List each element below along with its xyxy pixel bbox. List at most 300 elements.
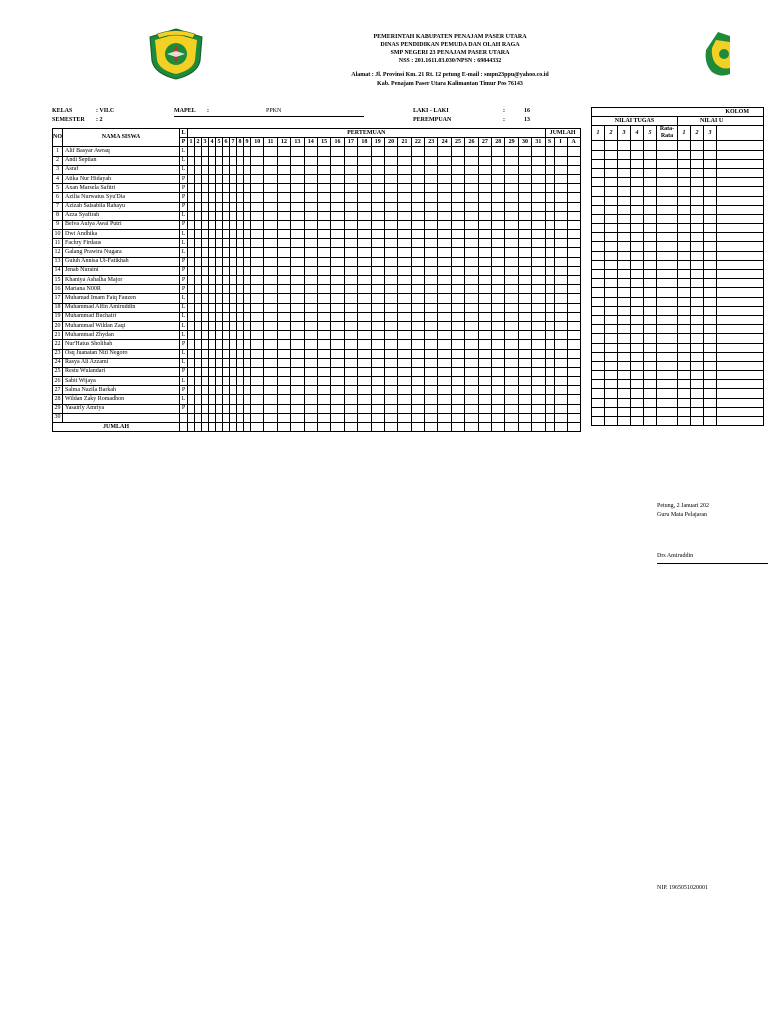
attendance-cell[interactable] [244, 404, 251, 413]
attendance-cell[interactable] [230, 331, 237, 340]
grade-cell[interactable] [618, 361, 631, 370]
attendance-cell[interactable] [331, 386, 344, 395]
attendance-cell[interactable] [478, 276, 491, 285]
attendance-cell[interactable] [209, 220, 216, 229]
attendance-cell[interactable] [223, 312, 230, 321]
attendance-cell[interactable] [358, 331, 371, 340]
attendance-cell[interactable] [411, 156, 424, 165]
sia-total-cell[interactable] [545, 367, 554, 376]
total-day-cell[interactable] [371, 423, 384, 432]
attendance-cell[interactable] [304, 312, 317, 321]
attendance-cell[interactable] [344, 404, 357, 413]
grade-cell[interactable] [678, 159, 691, 168]
attendance-cell[interactable] [188, 386, 195, 395]
attendance-cell[interactable] [230, 147, 237, 156]
grade-cell[interactable] [644, 178, 657, 187]
attendance-cell[interactable] [438, 367, 451, 376]
attendance-cell[interactable] [425, 257, 438, 266]
grade-cell[interactable] [631, 417, 644, 426]
attendance-cell[interactable] [518, 266, 531, 275]
grade-cell[interactable] [704, 178, 717, 187]
attendance-cell[interactable] [371, 377, 384, 386]
attendance-cell[interactable] [532, 230, 545, 239]
attendance-cell[interactable] [291, 404, 304, 413]
attendance-cell[interactable] [251, 184, 264, 193]
attendance-cell[interactable] [237, 211, 244, 220]
attendance-cell[interactable] [264, 165, 277, 174]
attendance-cell[interactable] [344, 147, 357, 156]
sia-total-cell[interactable] [554, 349, 567, 358]
attendance-cell[interactable] [371, 294, 384, 303]
attendance-cell[interactable] [223, 248, 230, 257]
attendance-cell[interactable] [317, 257, 330, 266]
grade-cell[interactable] [691, 389, 704, 398]
attendance-cell[interactable] [202, 321, 209, 330]
attendance-cell[interactable] [344, 377, 357, 386]
attendance-cell[interactable] [478, 193, 491, 202]
grade-cell[interactable] [631, 361, 644, 370]
attendance-cell[interactable] [411, 413, 424, 422]
attendance-cell[interactable] [264, 340, 277, 349]
attendance-cell[interactable] [304, 220, 317, 229]
attendance-cell[interactable] [451, 358, 464, 367]
attendance-cell[interactable] [465, 294, 478, 303]
attendance-cell[interactable] [195, 312, 202, 321]
attendance-cell[interactable] [478, 413, 491, 422]
grade-cell[interactable] [704, 251, 717, 260]
grade-cell[interactable] [592, 270, 605, 279]
sia-total-cell[interactable] [567, 377, 580, 386]
attendance-cell[interactable] [384, 266, 397, 275]
attendance-cell[interactable] [451, 147, 464, 156]
attendance-cell[interactable] [358, 248, 371, 257]
attendance-cell[interactable] [188, 165, 195, 174]
attendance-cell[interactable] [451, 331, 464, 340]
attendance-cell[interactable] [492, 377, 505, 386]
grade-cell[interactable] [691, 233, 704, 242]
attendance-cell[interactable] [398, 248, 411, 257]
attendance-cell[interactable] [411, 386, 424, 395]
attendance-cell[interactable] [251, 367, 264, 376]
grade-cell[interactable] [618, 297, 631, 306]
attendance-cell[interactable] [237, 266, 244, 275]
attendance-cell[interactable] [251, 395, 264, 404]
attendance-cell[interactable] [384, 220, 397, 229]
attendance-cell[interactable] [425, 377, 438, 386]
attendance-cell[interactable] [277, 358, 290, 367]
grade-cell[interactable] [605, 141, 618, 150]
attendance-cell[interactable] [291, 358, 304, 367]
attendance-cell[interactable] [251, 248, 264, 257]
attendance-cell[interactable] [331, 165, 344, 174]
grade-cell[interactable] [717, 297, 764, 306]
total-day-cell[interactable] [304, 423, 317, 432]
attendance-cell[interactable] [244, 211, 251, 220]
attendance-cell[interactable] [195, 276, 202, 285]
attendance-cell[interactable] [195, 340, 202, 349]
attendance-cell[interactable] [291, 147, 304, 156]
attendance-cell[interactable] [438, 312, 451, 321]
attendance-cell[interactable] [216, 395, 223, 404]
grade-cell[interactable] [592, 196, 605, 205]
attendance-cell[interactable] [438, 340, 451, 349]
attendance-cell[interactable] [188, 404, 195, 413]
total-day-cell[interactable] [230, 423, 237, 432]
grade-cell[interactable] [618, 233, 631, 242]
attendance-cell[interactable] [237, 193, 244, 202]
attendance-cell[interactable] [188, 184, 195, 193]
attendance-cell[interactable] [223, 184, 230, 193]
attendance-cell[interactable] [358, 257, 371, 266]
grade-cell[interactable] [691, 224, 704, 233]
attendance-cell[interactable] [195, 266, 202, 275]
attendance-cell[interactable] [518, 156, 531, 165]
grade-cell[interactable] [631, 260, 644, 269]
grade-cell[interactable] [592, 398, 605, 407]
attendance-cell[interactable] [277, 349, 290, 358]
attendance-cell[interactable] [264, 386, 277, 395]
attendance-cell[interactable] [492, 220, 505, 229]
grade-cell[interactable] [657, 205, 678, 214]
attendance-cell[interactable] [223, 202, 230, 211]
grade-cell[interactable] [678, 214, 691, 223]
sia-total-cell[interactable] [554, 276, 567, 285]
attendance-cell[interactable] [237, 174, 244, 183]
grade-cell[interactable] [631, 251, 644, 260]
attendance-cell[interactable] [251, 377, 264, 386]
grade-cell[interactable] [618, 389, 631, 398]
attendance-cell[interactable] [518, 202, 531, 211]
attendance-cell[interactable] [195, 202, 202, 211]
total-day-cell[interactable] [317, 423, 330, 432]
grade-cell[interactable] [691, 315, 704, 324]
attendance-cell[interactable] [451, 404, 464, 413]
grade-cell[interactable] [592, 334, 605, 343]
attendance-cell[interactable] [451, 377, 464, 386]
attendance-cell[interactable] [304, 211, 317, 220]
grade-cell[interactable] [605, 214, 618, 223]
grade-cell[interactable] [631, 224, 644, 233]
attendance-cell[interactable] [438, 156, 451, 165]
attendance-cell[interactable] [216, 377, 223, 386]
attendance-cell[interactable] [438, 147, 451, 156]
attendance-cell[interactable] [202, 386, 209, 395]
attendance-cell[interactable] [451, 184, 464, 193]
attendance-cell[interactable] [195, 193, 202, 202]
attendance-cell[interactable] [209, 312, 216, 321]
attendance-cell[interactable] [438, 239, 451, 248]
attendance-cell[interactable] [465, 377, 478, 386]
attendance-cell[interactable] [344, 294, 357, 303]
attendance-cell[interactable] [465, 248, 478, 257]
attendance-cell[interactable] [237, 147, 244, 156]
attendance-cell[interactable] [264, 211, 277, 220]
attendance-cell[interactable] [492, 193, 505, 202]
attendance-cell[interactable] [209, 276, 216, 285]
attendance-cell[interactable] [344, 257, 357, 266]
grade-cell[interactable] [631, 187, 644, 196]
attendance-cell[interactable] [195, 147, 202, 156]
attendance-cell[interactable] [505, 312, 518, 321]
sia-total-cell[interactable] [545, 321, 554, 330]
sia-total-cell[interactable] [545, 340, 554, 349]
grade-cell[interactable] [631, 352, 644, 361]
grade-cell[interactable] [691, 325, 704, 334]
attendance-cell[interactable] [384, 174, 397, 183]
grade-cell[interactable] [691, 205, 704, 214]
attendance-cell[interactable] [465, 395, 478, 404]
attendance-cell[interactable] [216, 386, 223, 395]
attendance-cell[interactable] [237, 156, 244, 165]
grade-cell[interactable] [592, 242, 605, 251]
grade-cell[interactable] [631, 214, 644, 223]
attendance-cell[interactable] [411, 239, 424, 248]
sia-total-cell[interactable] [545, 377, 554, 386]
grade-cell[interactable] [644, 168, 657, 177]
attendance-cell[interactable] [188, 331, 195, 340]
attendance-cell[interactable] [237, 220, 244, 229]
attendance-cell[interactable] [264, 248, 277, 257]
attendance-cell[interactable] [230, 294, 237, 303]
grade-cell[interactable] [717, 352, 764, 361]
attendance-cell[interactable] [478, 377, 491, 386]
attendance-cell[interactable] [202, 165, 209, 174]
attendance-cell[interactable] [518, 239, 531, 248]
attendance-cell[interactable] [216, 147, 223, 156]
attendance-cell[interactable] [216, 165, 223, 174]
attendance-cell[interactable] [230, 358, 237, 367]
attendance-cell[interactable] [371, 147, 384, 156]
attendance-cell[interactable] [223, 285, 230, 294]
attendance-cell[interactable] [304, 165, 317, 174]
attendance-cell[interactable] [188, 193, 195, 202]
grade-cell[interactable] [704, 352, 717, 361]
grade-cell[interactable] [678, 334, 691, 343]
grade-cell[interactable] [644, 159, 657, 168]
grade-cell[interactable] [717, 270, 764, 279]
attendance-cell[interactable] [331, 395, 344, 404]
attendance-cell[interactable] [237, 395, 244, 404]
grade-cell[interactable] [678, 168, 691, 177]
attendance-cell[interactable] [492, 395, 505, 404]
grade-cell[interactable] [691, 380, 704, 389]
attendance-cell[interactable] [492, 230, 505, 239]
grade-cell[interactable] [605, 178, 618, 187]
sia-total-cell[interactable] [554, 257, 567, 266]
sia-total-cell[interactable] [567, 303, 580, 312]
grade-cell[interactable] [691, 352, 704, 361]
grade-cell[interactable] [704, 187, 717, 196]
attendance-cell[interactable] [505, 174, 518, 183]
grade-cell[interactable] [678, 371, 691, 380]
attendance-cell[interactable] [317, 202, 330, 211]
attendance-cell[interactable] [209, 340, 216, 349]
attendance-cell[interactable] [317, 193, 330, 202]
attendance-cell[interactable] [202, 257, 209, 266]
attendance-cell[interactable] [478, 285, 491, 294]
grade-cell[interactable] [618, 178, 631, 187]
grade-cell[interactable] [644, 315, 657, 324]
attendance-cell[interactable] [304, 358, 317, 367]
sia-total-cell[interactable] [554, 220, 567, 229]
attendance-cell[interactable] [230, 184, 237, 193]
attendance-cell[interactable] [209, 239, 216, 248]
attendance-cell[interactable] [216, 321, 223, 330]
attendance-cell[interactable] [492, 340, 505, 349]
attendance-cell[interactable] [331, 349, 344, 358]
attendance-cell[interactable] [465, 266, 478, 275]
grade-cell[interactable] [691, 407, 704, 416]
attendance-cell[interactable] [230, 395, 237, 404]
sia-total-cell[interactable] [545, 285, 554, 294]
attendance-cell[interactable] [317, 276, 330, 285]
attendance-cell[interactable] [438, 202, 451, 211]
attendance-cell[interactable] [291, 156, 304, 165]
attendance-cell[interactable] [451, 211, 464, 220]
grade-cell[interactable] [717, 288, 764, 297]
attendance-cell[interactable] [398, 257, 411, 266]
grade-cell[interactable] [592, 233, 605, 242]
attendance-cell[interactable] [277, 184, 290, 193]
attendance-cell[interactable] [438, 349, 451, 358]
attendance-cell[interactable] [425, 358, 438, 367]
attendance-cell[interactable] [505, 303, 518, 312]
grade-cell[interactable] [678, 141, 691, 150]
attendance-cell[interactable] [251, 349, 264, 358]
attendance-cell[interactable] [304, 257, 317, 266]
attendance-cell[interactable] [188, 239, 195, 248]
attendance-cell[interactable] [425, 220, 438, 229]
attendance-cell[interactable] [451, 174, 464, 183]
attendance-cell[interactable] [344, 184, 357, 193]
attendance-cell[interactable] [465, 276, 478, 285]
attendance-cell[interactable] [344, 248, 357, 257]
grade-cell[interactable] [657, 288, 678, 297]
attendance-cell[interactable] [358, 202, 371, 211]
attendance-cell[interactable] [532, 386, 545, 395]
attendance-cell[interactable] [425, 239, 438, 248]
grade-cell[interactable] [618, 407, 631, 416]
attendance-cell[interactable] [518, 211, 531, 220]
attendance-cell[interactable] [195, 358, 202, 367]
attendance-cell[interactable] [188, 230, 195, 239]
sia-total-cell[interactable] [567, 413, 580, 422]
attendance-cell[interactable] [398, 266, 411, 275]
attendance-cell[interactable] [209, 257, 216, 266]
attendance-cell[interactable] [492, 413, 505, 422]
total-day-cell[interactable] [465, 423, 478, 432]
attendance-cell[interactable] [230, 220, 237, 229]
attendance-cell[interactable] [398, 377, 411, 386]
attendance-cell[interactable] [465, 349, 478, 358]
attendance-cell[interactable] [277, 248, 290, 257]
attendance-cell[interactable] [465, 312, 478, 321]
grade-cell[interactable] [592, 205, 605, 214]
attendance-cell[interactable] [223, 367, 230, 376]
attendance-cell[interactable] [358, 230, 371, 239]
attendance-cell[interactable] [251, 312, 264, 321]
attendance-cell[interactable] [223, 395, 230, 404]
attendance-cell[interactable] [216, 239, 223, 248]
attendance-cell[interactable] [230, 340, 237, 349]
attendance-cell[interactable] [492, 248, 505, 257]
attendance-cell[interactable] [425, 193, 438, 202]
attendance-cell[interactable] [223, 321, 230, 330]
attendance-cell[interactable] [244, 303, 251, 312]
grade-cell[interactable] [631, 380, 644, 389]
grade-cell[interactable] [717, 150, 764, 159]
attendance-cell[interactable] [223, 211, 230, 220]
attendance-cell[interactable] [264, 349, 277, 358]
grade-cell[interactable] [605, 361, 618, 370]
grade-cell[interactable] [704, 407, 717, 416]
attendance-cell[interactable] [291, 349, 304, 358]
grade-cell[interactable] [605, 380, 618, 389]
grade-cell[interactable] [618, 315, 631, 324]
attendance-cell[interactable] [237, 202, 244, 211]
attendance-cell[interactable] [304, 367, 317, 376]
attendance-cell[interactable] [202, 266, 209, 275]
attendance-cell[interactable] [317, 230, 330, 239]
grade-cell[interactable] [618, 343, 631, 352]
grade-cell[interactable] [592, 187, 605, 196]
attendance-cell[interactable] [532, 165, 545, 174]
grade-cell[interactable] [704, 389, 717, 398]
total-day-cell[interactable] [244, 423, 251, 432]
attendance-cell[interactable] [358, 165, 371, 174]
attendance-cell[interactable] [202, 147, 209, 156]
grade-cell[interactable] [592, 417, 605, 426]
grade-cell[interactable] [618, 417, 631, 426]
grade-cell[interactable] [618, 380, 631, 389]
attendance-cell[interactable] [209, 395, 216, 404]
attendance-cell[interactable] [425, 165, 438, 174]
grade-cell[interactable] [644, 141, 657, 150]
grade-cell[interactable] [644, 407, 657, 416]
attendance-cell[interactable] [251, 156, 264, 165]
attendance-cell[interactable] [371, 174, 384, 183]
sia-total-cell[interactable] [554, 147, 567, 156]
attendance-cell[interactable] [438, 358, 451, 367]
grade-cell[interactable] [657, 168, 678, 177]
grade-cell[interactable] [618, 334, 631, 343]
attendance-cell[interactable] [451, 220, 464, 229]
attendance-cell[interactable] [216, 331, 223, 340]
attendance-cell[interactable] [223, 174, 230, 183]
attendance-cell[interactable] [251, 230, 264, 239]
attendance-cell[interactable] [237, 294, 244, 303]
grade-cell[interactable] [691, 306, 704, 315]
attendance-cell[interactable] [291, 312, 304, 321]
grade-cell[interactable] [592, 251, 605, 260]
attendance-cell[interactable] [518, 147, 531, 156]
grade-cell[interactable] [605, 159, 618, 168]
attendance-cell[interactable] [478, 266, 491, 275]
grade-cell[interactable] [631, 205, 644, 214]
attendance-cell[interactable] [209, 413, 216, 422]
grade-cell[interactable] [618, 288, 631, 297]
attendance-cell[interactable] [425, 386, 438, 395]
attendance-cell[interactable] [195, 285, 202, 294]
attendance-cell[interactable] [244, 312, 251, 321]
attendance-cell[interactable] [344, 349, 357, 358]
attendance-cell[interactable] [438, 386, 451, 395]
attendance-cell[interactable] [411, 331, 424, 340]
grade-cell[interactable] [704, 371, 717, 380]
attendance-cell[interactable] [505, 147, 518, 156]
grade-cell[interactable] [644, 297, 657, 306]
grade-cell[interactable] [678, 242, 691, 251]
